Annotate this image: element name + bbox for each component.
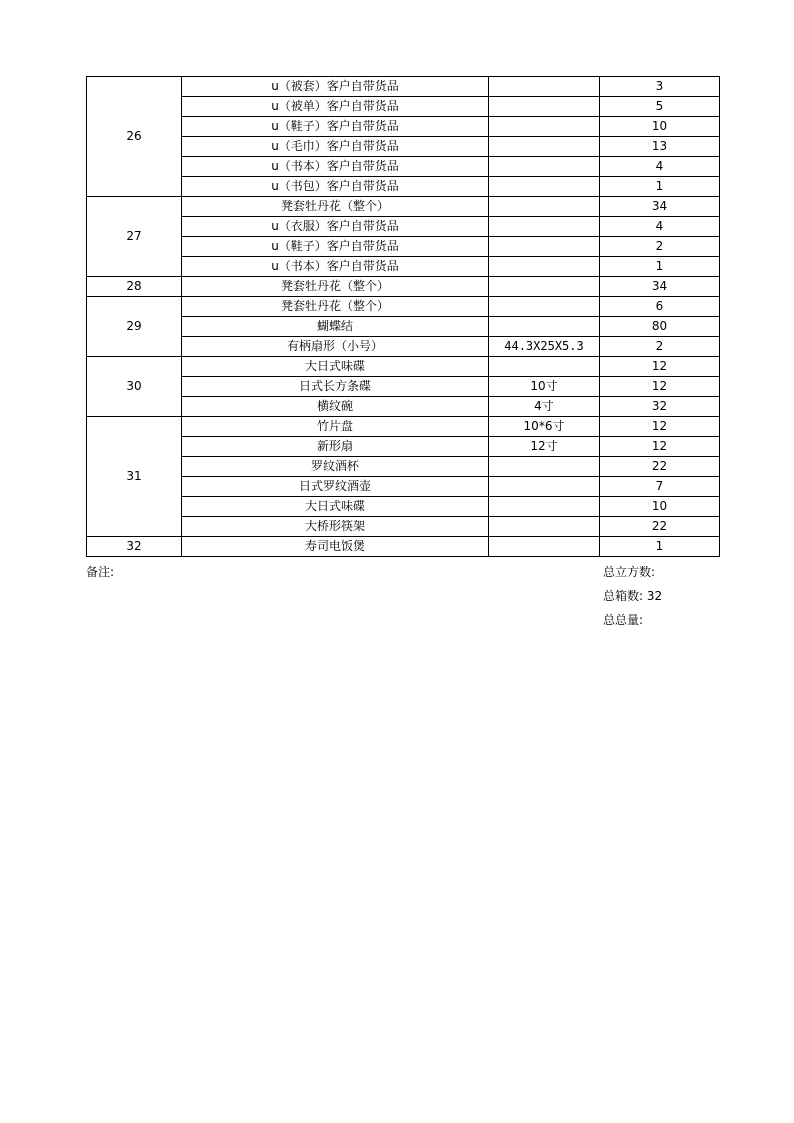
item-spec-cell	[489, 237, 600, 257]
item-spec-cell	[489, 157, 600, 177]
item-qty-cell: 4	[600, 217, 720, 237]
item-qty-cell: 7	[600, 477, 720, 497]
item-spec-cell	[489, 257, 600, 277]
table-row	[87, 297, 720, 317]
table-row	[87, 157, 720, 177]
total-volume-label: 总立方数:	[603, 565, 656, 579]
group-number-cell: 29	[87, 297, 182, 357]
item-spec-cell	[489, 477, 600, 497]
item-spec-cell	[489, 277, 600, 297]
item-spec-cell	[489, 457, 600, 477]
item-name-cell: u（被套）客户自带货品	[182, 77, 489, 97]
table-row	[87, 277, 720, 297]
table-row	[87, 417, 720, 437]
item-name-cell: 日式罗纹酒壶	[182, 477, 489, 497]
group-number-cell: 27	[87, 197, 182, 277]
table-row	[87, 177, 720, 197]
item-name-cell: u（被单）客户自带货品	[182, 97, 489, 117]
item-name-cell: 罗纹酒杯	[182, 457, 489, 477]
table-row	[87, 377, 720, 397]
item-name-cell: u（鞋子）客户自带货品	[182, 237, 489, 257]
table-row	[87, 537, 720, 557]
table-row	[87, 77, 720, 97]
group-number-cell: 32	[87, 537, 182, 557]
item-name-cell: u（毛巾）客户自带货品	[182, 137, 489, 157]
table-row	[87, 337, 720, 357]
table-row	[87, 137, 720, 157]
table-row	[87, 317, 720, 337]
item-spec-cell	[489, 97, 600, 117]
table-row	[87, 237, 720, 257]
item-spec-cell	[489, 177, 600, 197]
item-qty-cell: 22	[600, 457, 720, 477]
item-spec-cell	[489, 357, 600, 377]
table-row	[87, 257, 720, 277]
group-number-cell: 26	[87, 77, 182, 197]
item-name-cell: 大日式味碟	[182, 497, 489, 517]
item-qty-cell: 80	[600, 317, 720, 337]
item-spec-cell	[489, 517, 600, 537]
total-boxes	[603, 587, 662, 604]
item-name-cell: 寿司电饭煲	[182, 537, 489, 557]
item-name-cell: u（书本）客户自带货品	[182, 157, 489, 177]
item-qty-cell: 1	[600, 537, 720, 557]
item-name-cell: 横纹碗	[182, 397, 489, 417]
packing-list-body	[87, 77, 720, 557]
total-boxes-value: 32	[646, 589, 663, 603]
item-qty-cell: 12	[600, 437, 720, 457]
packing-list-table	[86, 76, 720, 557]
item-qty-cell: 5	[600, 97, 720, 117]
table-row	[87, 477, 720, 497]
item-qty-cell: 10	[600, 497, 720, 517]
table-row	[87, 517, 720, 537]
item-name-cell: 蝴蝶结	[182, 317, 489, 337]
item-qty-cell: 10	[600, 117, 720, 137]
item-qty-cell: 4	[600, 157, 720, 177]
table-row	[87, 117, 720, 137]
item-spec-cell: 4寸	[489, 397, 600, 417]
item-qty-cell: 1	[600, 177, 720, 197]
item-spec-cell	[489, 217, 600, 237]
group-number-cell: 28	[87, 277, 182, 297]
item-spec-cell	[489, 117, 600, 137]
item-name-cell: 凳套牡丹花（整个）	[182, 297, 489, 317]
item-qty-cell: 32	[600, 397, 720, 417]
group-number-cell: 31	[87, 417, 182, 537]
table-row	[87, 217, 720, 237]
item-spec-cell	[489, 77, 600, 97]
item-qty-cell: 3	[600, 77, 720, 97]
item-qty-cell: 22	[600, 517, 720, 537]
table-row	[87, 357, 720, 377]
item-name-cell: u（鞋子）客户自带货品	[182, 117, 489, 137]
item-qty-cell: 34	[600, 197, 720, 217]
item-name-cell: u（书本）客户自带货品	[182, 257, 489, 277]
item-name-cell: u（衣服）客户自带货品	[182, 217, 489, 237]
item-spec-cell	[489, 317, 600, 337]
item-spec-cell: 12寸	[489, 437, 600, 457]
item-name-cell: 新形扇	[182, 437, 489, 457]
item-spec-cell	[489, 497, 600, 517]
item-qty-cell: 34	[600, 277, 720, 297]
item-name-cell: 竹片盘	[182, 417, 489, 437]
item-name-cell: 有柄扇形（小号）	[182, 337, 489, 357]
item-spec-cell	[489, 137, 600, 157]
item-name-cell: 日式长方条碟	[182, 377, 489, 397]
item-spec-cell: 10*6寸	[489, 417, 600, 437]
item-qty-cell: 12	[600, 377, 720, 397]
item-qty-cell: 12	[600, 417, 720, 437]
item-spec-cell	[489, 537, 600, 557]
item-qty-cell: 6	[600, 297, 720, 317]
item-qty-cell: 2	[600, 237, 720, 257]
table-row	[87, 497, 720, 517]
table-row	[87, 397, 720, 417]
item-spec-cell	[489, 197, 600, 217]
item-qty-cell: 13	[600, 137, 720, 157]
item-spec-cell: 44.3X25X5.3	[489, 337, 600, 357]
item-name-cell: 大桥形筷架	[182, 517, 489, 537]
table-row	[87, 97, 720, 117]
item-qty-cell: 12	[600, 357, 720, 377]
group-number-cell: 30	[87, 357, 182, 417]
item-name-cell: 凳套牡丹花（整个）	[182, 277, 489, 297]
table-row	[87, 437, 720, 457]
item-spec-cell: 10寸	[489, 377, 600, 397]
item-qty-cell: 1	[600, 257, 720, 277]
total-boxes-label: 总箱数:	[603, 589, 644, 603]
table-row	[87, 457, 720, 477]
remarks-label: 备注:	[86, 565, 115, 579]
item-name-cell: 大日式味碟	[182, 357, 489, 377]
item-name-cell: u（书包）客户自带货品	[182, 177, 489, 197]
item-spec-cell	[489, 297, 600, 317]
item-name-cell: 凳套牡丹花（整个）	[182, 197, 489, 217]
item-qty-cell: 2	[600, 337, 720, 357]
total-weight-label: 总总量:	[603, 613, 644, 627]
table-row	[87, 197, 720, 217]
